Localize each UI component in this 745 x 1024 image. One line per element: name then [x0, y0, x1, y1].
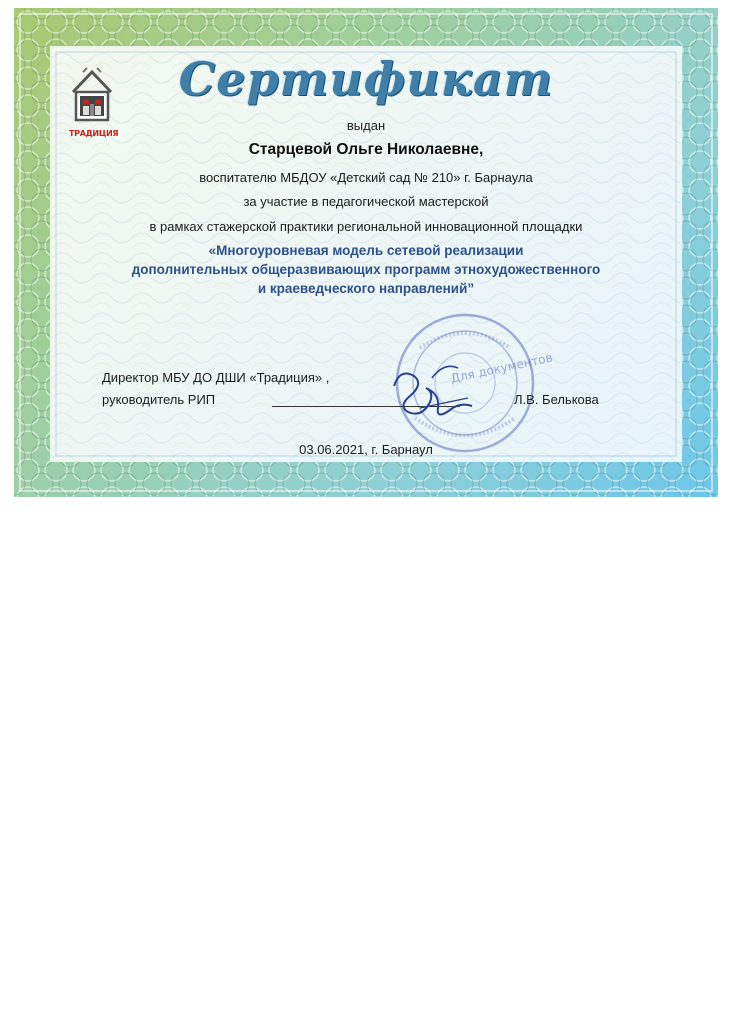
handwritten-signature [380, 358, 480, 428]
program-title-line-3: и краеведческого направлений” [257, 281, 475, 296]
certificate-title: Сертификат [178, 52, 554, 106]
date-place: 03.06.2021, г. Барнаул [299, 442, 433, 457]
stamp-text: Для документов [449, 350, 554, 386]
participation-reason: за участие в педагогической мастерской [243, 194, 489, 209]
practice-context: в рамках стажерской практики региональной инновационной площадки [149, 219, 583, 234]
signer-name: Л.В. Белькова [514, 392, 599, 407]
program-title-line-1: «Многоуровневая модель сетевой реализации [208, 243, 524, 258]
recipient-name: Старцевой Ольге Николаевне, [248, 141, 484, 158]
certificate [14, 8, 718, 497]
recipient-position: воспитателю МБДОУ «Детский сад № 210» г. Барнаула [199, 170, 533, 185]
signer-title-line-1: Директор МБУ ДО ДШИ «Традиция» , [102, 370, 330, 385]
program-title-line-2: дополнительных общеразвивающих программ этнохудожественного [131, 262, 601, 277]
issued-to-label: выдан [346, 118, 386, 133]
signer-title-line-2: руководитель РИП [102, 392, 216, 407]
logo-caption: ТРАДИЦИЯ [69, 129, 119, 138]
